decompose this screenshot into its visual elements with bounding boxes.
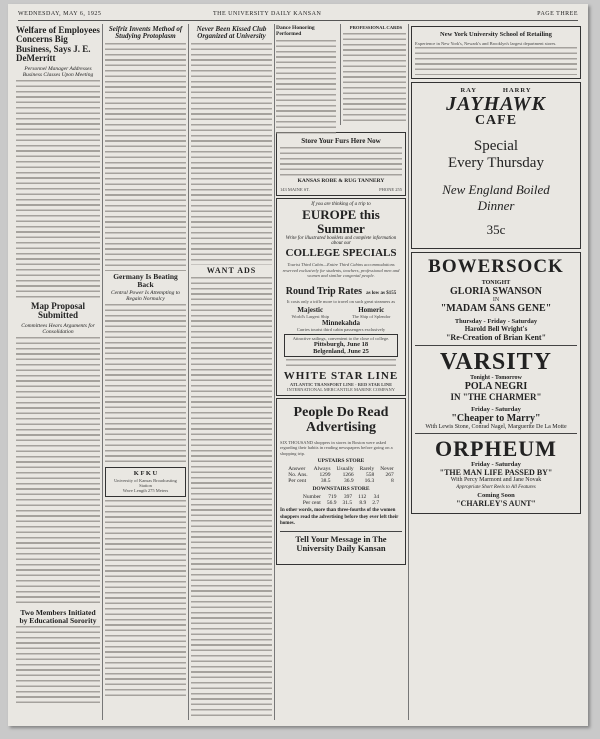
professional-cards bbox=[343, 33, 406, 125]
coming-soon: Coming Soon bbox=[477, 491, 515, 499]
article-text bbox=[191, 43, 272, 265]
man-life-passed: "THE MAN LIFE PASSED BY" bbox=[439, 467, 553, 477]
europe-ad bbox=[276, 198, 406, 396]
college-specials: COLLEGE SPECIALS bbox=[285, 247, 397, 260]
round-trip-tail: It costs only a trifle more to travel on such great steamers as bbox=[286, 298, 396, 304]
masthead-date: WEDNESDAY, MAY 6, 1925 bbox=[18, 11, 102, 17]
madam-sans-gene: "MADAM SANS GENE" bbox=[440, 302, 552, 314]
table-row: No. Ans. 1299 1266 558 267 bbox=[288, 472, 394, 479]
harold-bell-wright: Harold Bell Wright's bbox=[464, 324, 528, 333]
kansas-robe-title: KANSAS ROBE & RUG TANNERY bbox=[297, 178, 385, 185]
subhead-map-proposal: Committees Hears Arguments for Consolidation bbox=[21, 322, 95, 335]
column-rule bbox=[102, 24, 103, 720]
read-advertising-body: SIX THOUSAND shoppers in stores in Boston were asked regarding their habits in reading newspapers before going on a shopping trip. bbox=[280, 439, 393, 456]
every-thursday: Every Thursday bbox=[448, 154, 544, 171]
headline-dance: Dance Honoring Performed bbox=[276, 25, 315, 37]
ship-minnekahda: Minnekahda bbox=[321, 318, 361, 327]
re-creation: "Re-Creation of Brian Kent" bbox=[445, 332, 547, 342]
article-text bbox=[105, 304, 186, 464]
upstairs-title: UPSTAIRS STORE bbox=[317, 458, 365, 465]
orpheum-title: ORPHEUM bbox=[435, 435, 557, 461]
bowersock-title: BOWERSOCK bbox=[428, 255, 564, 277]
table-row: Answer Always Usually Rarely Never bbox=[288, 466, 394, 473]
sailing-pittsburgh: Pittsburgh, June 18 bbox=[313, 340, 369, 348]
in-text: IN bbox=[492, 296, 500, 303]
ad-text bbox=[415, 47, 577, 75]
white-star-sub: ATLANTIC TRANSPORT LINE · RED STAR LINE bbox=[289, 382, 393, 388]
varsity-cast: With Lewis Stone, Conrad Nagel, Marguerite De La Motte bbox=[425, 423, 567, 430]
new-england-boiled: New England Boiled bbox=[442, 181, 550, 197]
round-trip-rates: Round Trip Rates bbox=[285, 285, 363, 297]
kfku-sub2: Wave Length 275 Meters bbox=[122, 488, 169, 494]
dinner: Dinner bbox=[477, 197, 515, 213]
article-text bbox=[16, 337, 100, 607]
round-trip-price: as low as $155 bbox=[366, 290, 397, 296]
column-5 bbox=[411, 24, 581, 722]
downstairs-table bbox=[300, 494, 382, 506]
varsity-title: VARSITY bbox=[440, 348, 552, 375]
orpheum-dates: Friday - Saturday bbox=[471, 460, 521, 468]
kansas-robe-address: 143 MAINE ST. bbox=[280, 187, 310, 193]
headline-welfare: Welfare of Employees Concerns Big Business, Says J. E. DeMerritt bbox=[16, 25, 100, 64]
varsity-dates: Friday - Saturday bbox=[471, 405, 521, 413]
sailings-box bbox=[284, 334, 398, 357]
tourist-third: Tourist Third Cabin—Entire Third Cabins accommodations reserved exclusively for students, teachers, professional men and women and similar congenial people. bbox=[282, 261, 400, 279]
cafe-title: CAFE bbox=[474, 112, 518, 128]
ship-minnekahda-sub: Carries tourist third cabin passengers exclusively bbox=[296, 326, 386, 332]
article-text bbox=[105, 43, 186, 271]
subhead-welfare: Personnel Manager Addresses Business Classes Upon Meeting bbox=[22, 65, 94, 78]
masthead-page: PAGE THREE bbox=[537, 11, 578, 17]
column-3 bbox=[191, 24, 272, 722]
jayhawk-cafe-ad bbox=[411, 82, 581, 249]
nyu-title: New York University School of Retailing bbox=[440, 31, 552, 38]
column-2 bbox=[105, 24, 186, 722]
column-rule bbox=[274, 24, 275, 720]
special-title: Special bbox=[473, 137, 519, 154]
masthead-paper: THE UNIVERSITY DAILY KANSAN bbox=[213, 11, 322, 17]
column-1 bbox=[16, 24, 100, 722]
subhead-germany: Central Power Is Attempting to Regain Normalcy bbox=[111, 290, 180, 303]
headline-germany: Germany Is Beating Back bbox=[113, 271, 178, 289]
article-text bbox=[16, 80, 100, 300]
ship-homeric-sub: The Ship of Splendor bbox=[351, 313, 391, 319]
store-furs-title: Store Your Furs Here Now bbox=[301, 137, 381, 145]
table-row: Number 719 397 112 34 bbox=[302, 494, 380, 501]
masthead bbox=[18, 10, 578, 21]
white-star-line: WHITE STAR LINE bbox=[283, 369, 399, 382]
europe-title: EUROPE this Summer bbox=[302, 207, 380, 236]
upstairs-table bbox=[285, 466, 396, 484]
kfku-box bbox=[105, 467, 186, 497]
ad-text bbox=[286, 359, 396, 369]
sailings-text: Attractive sailings, convenient to the close of college. bbox=[292, 335, 390, 341]
read-advertising-close: In other words, more than three-fourths of the women shoppers read the advertising before they ever left their homes. bbox=[280, 508, 399, 527]
headline-never-kissed: Never Been Kissed Club Organized at University bbox=[196, 25, 267, 41]
article-text bbox=[16, 626, 100, 706]
jayhawk-owners: RAY HARRY bbox=[460, 86, 532, 94]
sailing-belgenland: Belgenland, June 25 bbox=[313, 347, 369, 355]
theater-ads bbox=[411, 252, 581, 514]
europe-write: Write for illustrated booklets and complete information about our bbox=[285, 236, 397, 247]
nyu-body: Experience in New York's, Newark's and Brooklyn's largest department stores. bbox=[415, 40, 557, 46]
ad-text bbox=[280, 147, 402, 177]
white-star-sub2: INTERNATIONAL MERCANTILE MARINE COMPANY bbox=[286, 387, 396, 393]
read-advertising-ad bbox=[276, 398, 406, 565]
column-4 bbox=[276, 24, 406, 722]
read-advertising-title: People Do Read Advertising bbox=[293, 405, 389, 435]
headline-map-proposal: Map Proposal Submitted bbox=[30, 300, 86, 321]
charleys-aunt: "CHARLEY'S AUNT" bbox=[456, 498, 536, 508]
table-row: Per cent 56.9 31.5 8.9 2.7 bbox=[302, 500, 380, 507]
jayhawk-title: JAYHAWK bbox=[446, 92, 546, 115]
article-text bbox=[276, 40, 336, 136]
cheaper-to-marry: "Cheaper to Marry" bbox=[451, 412, 541, 424]
newspaper-page bbox=[8, 4, 588, 726]
article-text bbox=[105, 500, 186, 700]
orpheum-cast: With Percy Marmont and Jane Novak bbox=[450, 476, 542, 483]
gloria-swanson: GLORIA SWANSON bbox=[450, 285, 542, 297]
column-rule bbox=[408, 24, 409, 720]
nyu-ad bbox=[411, 26, 581, 79]
table-row: Per cent 38.5 36.9 16.3 8 bbox=[288, 478, 394, 485]
headline-sorority: Two Members Initiated by Educational Sorority bbox=[19, 607, 97, 625]
bowersock-tonight: TONIGHT bbox=[481, 279, 511, 286]
column-rule bbox=[188, 24, 189, 720]
downstairs-title: DOWNSTAIRS STORE bbox=[312, 486, 370, 493]
kfku-sub: University of Kansas Broadcasting Station bbox=[114, 478, 177, 489]
pola-negri: POLA NEGRI bbox=[464, 380, 528, 392]
ship-majestic-sub: World's Largest Ship bbox=[291, 313, 330, 319]
want-ads-title: WANT ADS bbox=[206, 265, 257, 275]
kansas-robe-phone: PHONE 255 bbox=[379, 187, 402, 193]
dinner-price: 35c bbox=[486, 221, 506, 237]
varsity-tonight: Tonight - Tomorrow bbox=[470, 374, 522, 381]
professional-cards-title: PROFESSIONAL CARDS bbox=[349, 25, 403, 30]
ship-majestic: Majestic bbox=[297, 305, 324, 314]
classified-text bbox=[191, 277, 272, 717]
ship-homeric: Homeric bbox=[358, 305, 385, 314]
europe-intro: If you are thinking of a trip to bbox=[311, 202, 371, 208]
tell-your-message: Tell Your Message in The University Daily Kansan bbox=[295, 533, 387, 553]
kansas-robe-ad bbox=[276, 132, 406, 196]
headline-seifriz: Seifriz Invents Method of Studying Protoplasm bbox=[108, 25, 183, 41]
short-reels: Appropriate Short Reels to All Features bbox=[456, 484, 536, 490]
kfku-title: K F K U bbox=[133, 470, 158, 478]
bowersock-dates: Thursday - Friday - Saturday bbox=[454, 317, 538, 325]
the-charmer: IN "THE CHARMER" bbox=[450, 391, 542, 402]
